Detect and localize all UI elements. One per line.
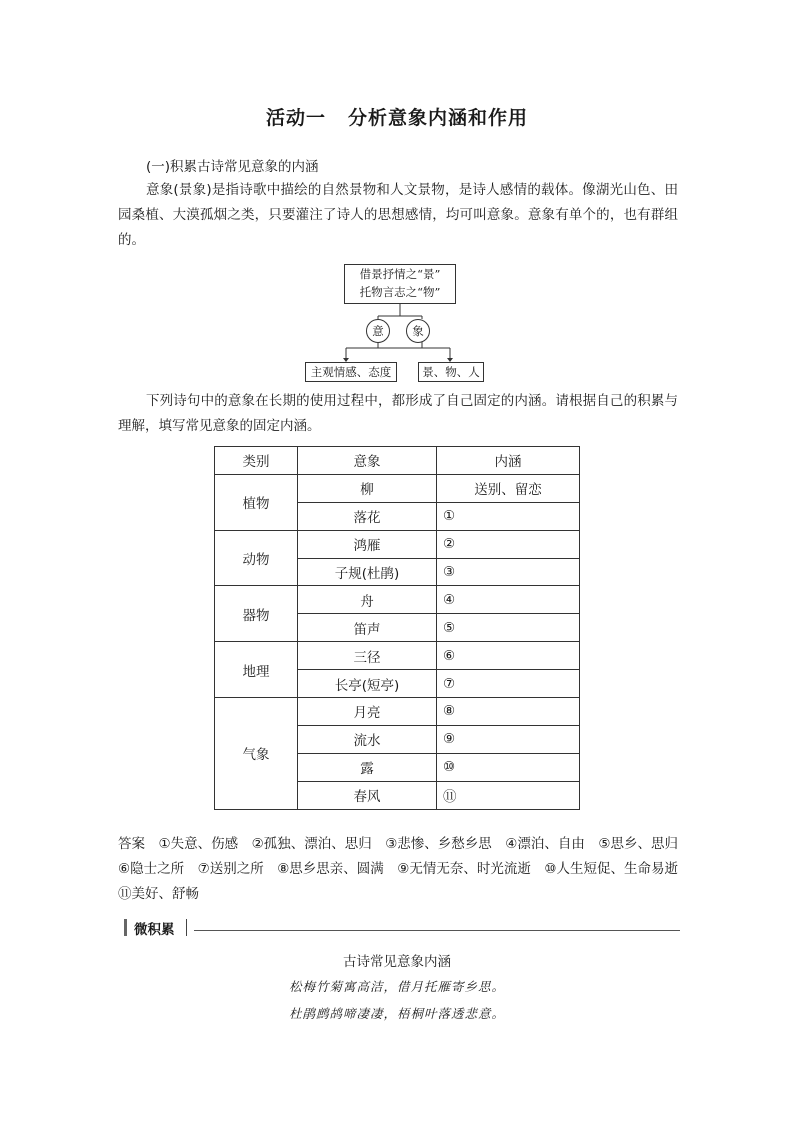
title-part-1: 活动一 <box>265 107 326 129</box>
image-cell: 流水 <box>298 725 437 753</box>
meaning-cell: ⑦ <box>437 670 580 698</box>
meaning-cell: ⑨ <box>437 725 580 753</box>
diagram-bottom-right-box: 景、物、人 <box>418 362 484 382</box>
header-category: 类别 <box>215 447 298 475</box>
meaning-cell: ② <box>437 530 580 558</box>
concept-diagram <box>300 262 500 386</box>
meaning-cell: ⑪ <box>437 781 580 809</box>
category-cell: 植物 <box>215 474 298 530</box>
meaning-cell: ① <box>437 502 580 530</box>
category-cell: 气象 <box>215 698 298 810</box>
answer-text: ①失意、伤感 ②孤独、漂泊、思归 ③悲惨、乡愁乡思 ④漂泊、自由 ⑤思乡、思归 ⑥隐士之所 ⑦送别之所 ⑧思乡思亲、圆满 ⑨无情无奈、时光流逝 ⑩人生短促、生命易逝 ⑪美好、舒畅 <box>118 836 692 902</box>
table-row <box>215 586 580 614</box>
imagery-table <box>214 446 580 810</box>
mnemonic-line: 松梅竹菊寓高洁，借月托雁寄乡思。 <box>288 979 505 994</box>
image-cell: 月亮 <box>298 698 437 726</box>
meaning-cell: ⑧ <box>437 698 580 726</box>
table-row <box>215 474 580 502</box>
image-cell: 落花 <box>298 502 437 530</box>
page-title <box>0 103 794 130</box>
diagram-circle-yi: 意 <box>366 319 390 343</box>
section-bar-decoration <box>124 919 127 936</box>
diagram-bottom-left-box: 主观情感、态度 <box>305 362 397 382</box>
micro-section-header <box>124 916 680 940</box>
micro-section-title: 古诗常见意象内涵 <box>343 954 451 970</box>
table-row <box>215 642 580 670</box>
micro-section-label: 微积累 <box>134 922 175 938</box>
meaning-cell: ⑤ <box>437 614 580 642</box>
meaning-cell: ⑥ <box>437 642 580 670</box>
header-image: 意象 <box>298 447 437 475</box>
image-cell: 鸿雁 <box>298 530 437 558</box>
section-divider <box>186 919 187 936</box>
meaning-cell: ③ <box>437 558 580 586</box>
category-cell: 器物 <box>215 586 298 642</box>
image-cell: 笛声 <box>298 614 437 642</box>
diagram-top-line-1: 借景抒情之“景” <box>359 267 441 281</box>
image-cell: 柳 <box>298 474 437 502</box>
title-part-2: 分析意象内涵和作用 <box>348 107 529 129</box>
meaning-cell: 送别、留恋 <box>437 474 580 502</box>
answer-label: 答案 <box>118 836 145 852</box>
meaning-cell: ⑩ <box>437 753 580 781</box>
instruction-paragraph: 下列诗句中的意象在长期的使用过程中，都形成了自己固定的内涵。请根据自己的积累与理解，填写常见意象的固定内涵。 <box>118 393 678 434</box>
image-cell: 舟 <box>298 586 437 614</box>
table-header-row <box>215 447 580 475</box>
table-row <box>215 698 580 726</box>
image-cell: 子规(杜鹃) <box>298 558 437 586</box>
header-meaning: 内涵 <box>437 447 580 475</box>
category-cell: 地理 <box>215 642 298 698</box>
section-rule <box>194 930 680 931</box>
section-subtitle: (一)积累古诗常见意象的内涵 <box>146 159 319 175</box>
image-cell: 春风 <box>298 781 437 809</box>
meaning-cell: ④ <box>437 586 580 614</box>
diagram-circle-xiang: 象 <box>406 319 430 343</box>
image-cell: 长亭(短亭) <box>298 670 437 698</box>
intro-paragraph: 意象(景象)是指诗歌中描绘的自然景物和人文景物，是诗人感情的载体。像湖光山色、田园桑植、大漠孤烟之类，只要灌注了诗人的思想感情，均可叫意象。意象有单个的，也有群组的。 <box>118 182 678 248</box>
mnemonic-line: 杜鹃鹧鸪啼凄凄，梧桐叶落透悲意。 <box>288 1006 505 1021</box>
image-cell: 露 <box>298 753 437 781</box>
image-cell: 三径 <box>298 642 437 670</box>
diagram-top-box <box>344 264 456 304</box>
category-cell: 动物 <box>215 530 298 586</box>
table-row <box>215 530 580 558</box>
answer-block <box>118 832 692 907</box>
diagram-top-line-2: 托物言志之“物” <box>359 285 441 299</box>
